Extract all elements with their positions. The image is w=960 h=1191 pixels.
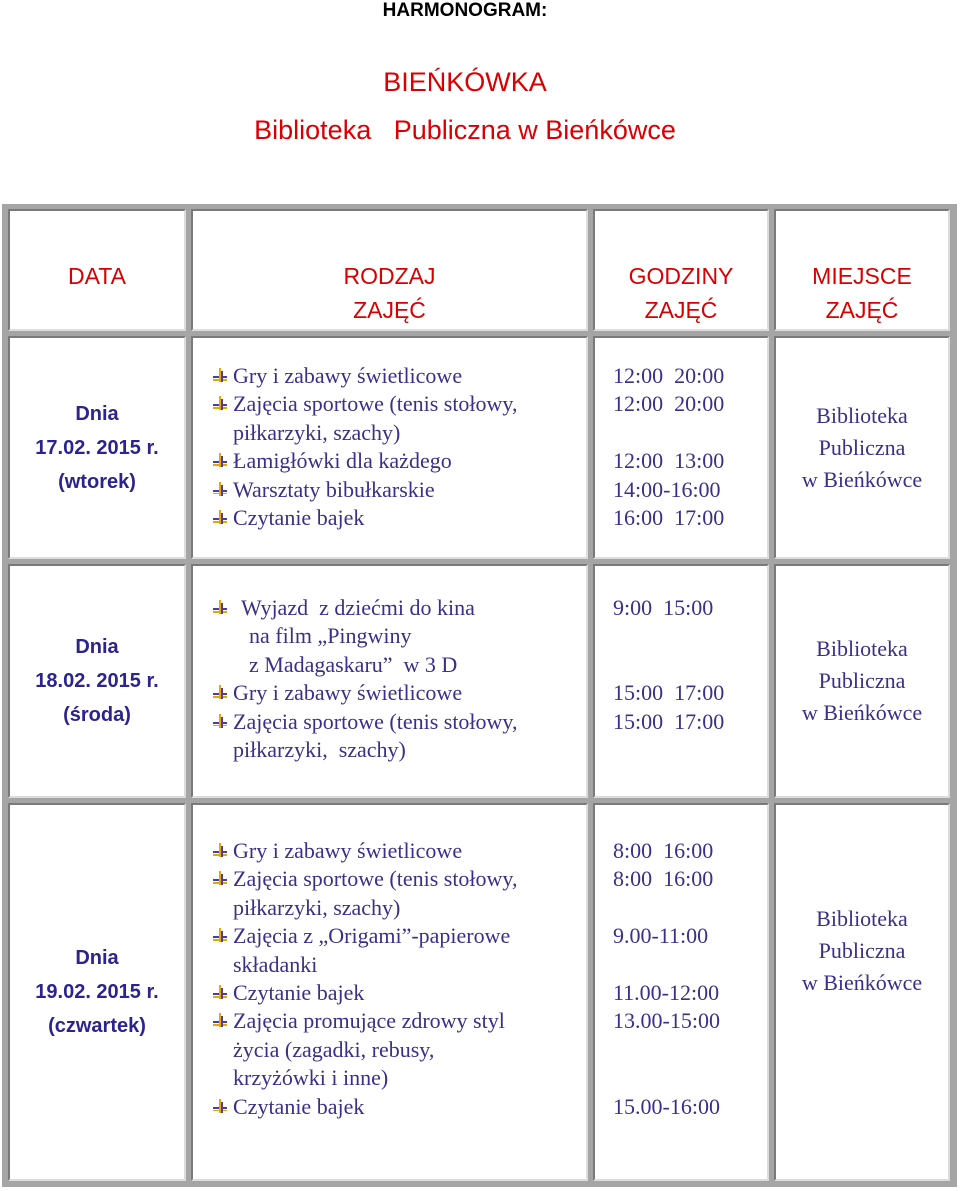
activity-text: Zajęcia sportowe (tenis stołowy,	[233, 866, 518, 892]
hours-value: 16:00 17:00	[613, 505, 725, 531]
weekday: (czwartek)	[48, 1015, 146, 1037]
row3-hours	[593, 803, 769, 1181]
header-date	[8, 209, 186, 331]
row2-hours	[593, 564, 769, 798]
header-hours-label: GODZINY	[628, 263, 734, 289]
hours-value: 12:00 20:00	[613, 391, 725, 417]
place-line: w Bieńkówce	[801, 466, 923, 492]
activity-continuation: piłkarzyki, szachy)	[233, 419, 401, 445]
header-place	[774, 209, 950, 331]
hours-value: 12:00 13:00	[613, 448, 725, 474]
activity-continuation: piłkarzyki, szachy)	[233, 737, 406, 763]
bullet-icon	[213, 985, 227, 999]
activity-continuation: piłkarzyki, szachy)	[233, 894, 401, 920]
hours-value: 9.00-11:00	[613, 923, 709, 949]
row1-hours	[593, 336, 769, 559]
date-value: 18.02. 2015 r.	[35, 670, 159, 692]
header-hours	[593, 209, 769, 331]
activity-text: Zajęcia z „Origami”-papierowe	[233, 923, 511, 949]
activity-continuation: krzyżówki i inne)	[233, 1065, 389, 1091]
activity-item	[213, 1007, 586, 1035]
activity-text: Warsztaty bibułkarskie	[233, 476, 435, 502]
row1-place	[774, 336, 950, 559]
activity-item	[213, 447, 586, 475]
bullet-icon	[213, 1013, 227, 1027]
activity-item	[213, 390, 586, 418]
bullet-icon	[213, 871, 227, 885]
activity-text: Czytanie bajek	[233, 980, 365, 1006]
bullet-icon	[213, 396, 227, 410]
place-line: Publiczna	[818, 434, 906, 460]
bullet-icon	[213, 928, 227, 942]
activity-text: Gry i zabawy świetlicowe	[233, 680, 463, 706]
header-date-label: DATA	[68, 263, 126, 289]
place-line: Publiczna	[818, 668, 906, 693]
date-value: 19.02. 2015 r.	[35, 981, 159, 1003]
activity-item	[213, 594, 586, 622]
place-line: Biblioteka	[816, 636, 908, 661]
activity-continuation: składanki	[233, 951, 318, 977]
row3-place	[774, 803, 950, 1181]
bullet-icon	[213, 1099, 227, 1113]
activity-item	[213, 865, 586, 893]
header-place-label-2: ZAJĘĆ	[825, 297, 899, 323]
hours-value: 8:00 16:00	[613, 838, 714, 863]
date-label: Dnia	[75, 402, 119, 425]
activity-continuation: życia (zagadki, rebusy,	[233, 1036, 435, 1062]
activity-item	[213, 679, 586, 707]
hours-value: 15.00-16:00	[613, 1093, 720, 1119]
activity-item	[213, 504, 586, 532]
activity-item	[213, 837, 586, 865]
bullet-icon	[213, 510, 227, 524]
header-type	[191, 209, 588, 331]
row3-date	[8, 803, 186, 1181]
hours-value: 13.00-15:00	[613, 1008, 720, 1034]
activity-text: Wyjazd z dziećmi do kina	[241, 595, 475, 620]
activity-item	[213, 476, 586, 504]
page-title: HARMONOGRAM:	[382, 0, 548, 21]
weekday: (środa)	[63, 704, 131, 726]
header-type-label: RODZAJ	[343, 263, 436, 289]
place-line: w Bieńkówce	[801, 970, 923, 995]
schedule-table	[2, 204, 957, 1187]
bullet-icon	[213, 453, 227, 467]
activity-text: Łamigłówki dla każdego	[233, 448, 452, 474]
weekday: (wtorek)	[58, 470, 136, 493]
activity-continuation: z Madagaskaru” w 3 D	[249, 651, 458, 677]
place-line: Biblioteka	[816, 906, 908, 931]
place-line: w Bieńkówce	[801, 700, 923, 725]
hours-value: 15:00 17:00	[613, 708, 725, 734]
header-hours-label-2: ZAJĘĆ	[644, 297, 718, 323]
venue-name: BIEŃKÓWKA	[383, 67, 547, 97]
activity-item	[213, 1093, 586, 1121]
header-type-label-2: ZAJĘĆ	[353, 297, 426, 323]
hours-value: 15:00 17:00	[613, 680, 725, 706]
bullet-icon	[213, 600, 227, 614]
hours-value: 14:00-16:00	[613, 476, 721, 502]
place-line: Biblioteka	[816, 402, 908, 428]
date-label: Dnia	[75, 947, 119, 969]
date-value: 17.02. 2015 r.	[35, 436, 159, 459]
bullet-icon	[213, 482, 227, 496]
activity-continuation: na film „Pingwiny	[249, 623, 412, 649]
activity-item	[213, 708, 586, 736]
activity-text: Gry i zabawy świetlicowe	[233, 838, 463, 863]
row2-place	[774, 564, 950, 798]
row2-date	[8, 564, 186, 798]
activity-item	[213, 979, 586, 1007]
bullet-icon	[213, 843, 227, 857]
activity-text: Zajęcia promujące zdrowy styl	[233, 1008, 505, 1034]
hours-value: 12:00 20:00	[613, 363, 725, 388]
activity-text: Czytanie bajek	[233, 1093, 365, 1119]
bullet-icon	[213, 368, 227, 382]
activity-text: Gry i zabawy świetlicowe	[233, 363, 463, 388]
row3-activities	[191, 803, 588, 1181]
activity-text: Czytanie bajek	[233, 505, 365, 531]
header-place-label: MIEJSCE	[812, 263, 912, 289]
hours-value: 9:00 15:00	[613, 595, 714, 620]
activity-item	[213, 362, 586, 390]
hours-value: 11.00-12:00	[613, 980, 720, 1005]
bullet-icon	[213, 714, 227, 728]
date-label: Dnia	[75, 636, 119, 658]
bullet-icon	[213, 685, 227, 699]
row1-date	[8, 336, 186, 559]
activity-text: Zajęcia sportowe (tenis stołowy,	[233, 391, 518, 417]
row1-activities	[191, 336, 588, 559]
activity-text: Zajęcia sportowe (tenis stołowy,	[233, 708, 518, 734]
place-line: Publiczna	[818, 938, 906, 963]
hours-value: 8:00 16:00	[613, 866, 714, 892]
activity-item	[213, 922, 586, 950]
row2-activities	[191, 564, 588, 798]
venue-library: Biblioteka Publiczna w Bieńkówce	[254, 115, 676, 145]
